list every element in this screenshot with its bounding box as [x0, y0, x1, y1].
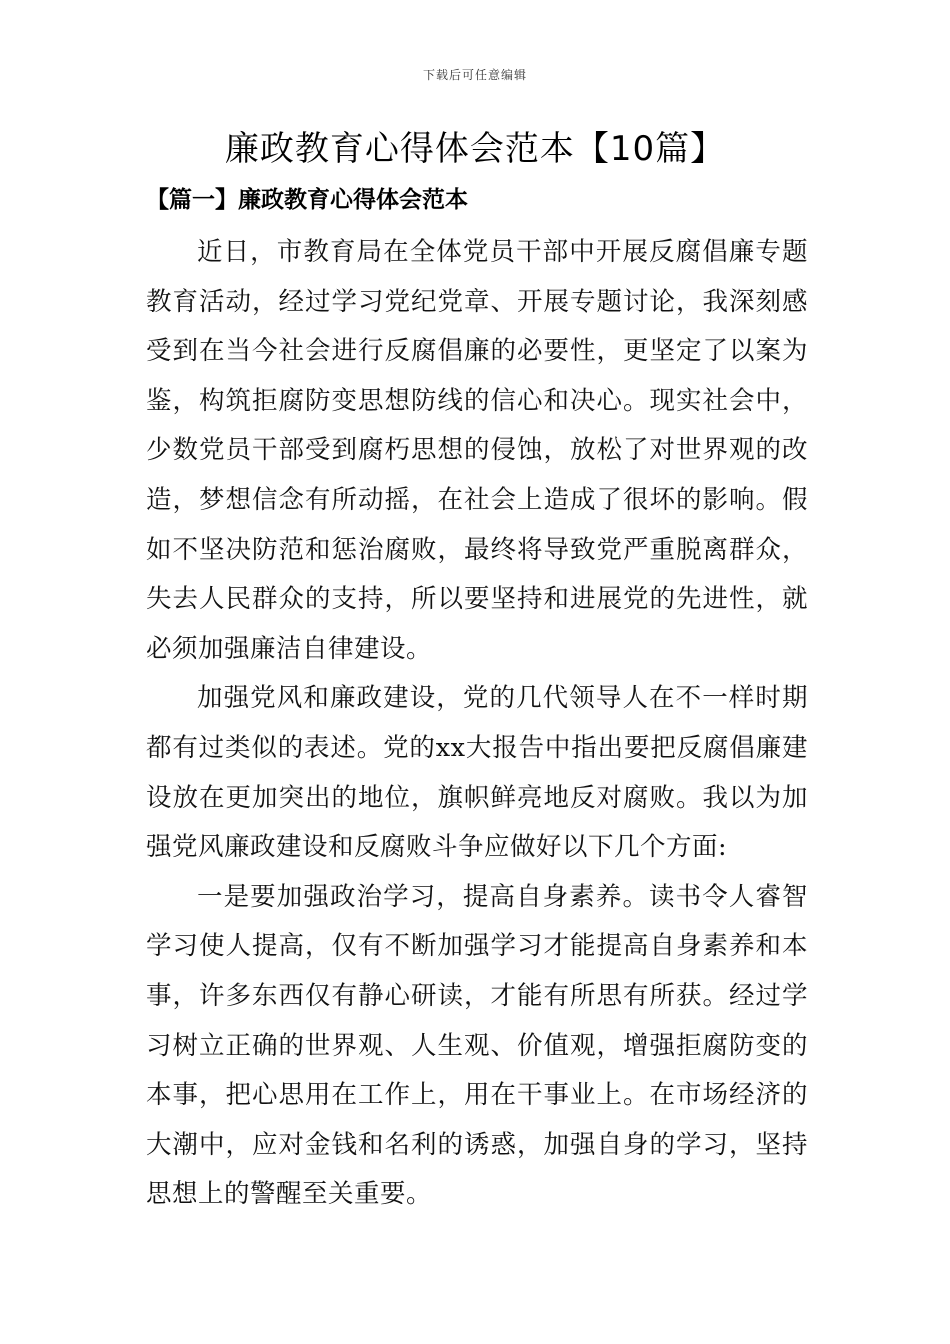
document-body [146, 228, 808, 1220]
paragraph-3: 一是要加强政治学习，提高自身素养。读书令人睿智学习使人提高，仅有不断加强学习才能提高自身素养和本事，许多东西仅有静心研读，才能有所思有所获。经过学习树立正确的世界观、人生观、价值观，增强拒腐防变的本事，把心思用在工作上，用在干事业上。在市场经济的大潮中，应对金钱和名利的诱惑，加强自身的学习，坚持思想上的警醒至关重要。 [146, 881, 808, 1210]
paragraph-2: 加强党风和廉政建设，党的几代领导人在不一样时期都有过类似的表述。党的xx大报告中指出要把反腐倡廉建设放在更加突出的地位，旗帜鲜亮地反对腐败。我以为加强党风廉政建设和反腐败斗争应做好以下几个方面: [146, 683, 808, 863]
header-note: 下载后可任意编辑 [422, 68, 527, 82]
document-title: 廉政教育心得体会范本【10篇】 [224, 129, 726, 169]
section-heading: 【篇一】廉政教育心得体会范本 [146, 187, 468, 213]
paragraph-1: 近日，市教育局在全体党员干部中开展反腐倡廉专题教育活动，经过学习党纪党章、开展专题讨论，我深刻感受到在当今社会进行反腐倡廉的必要性，更坚定了以案为鉴，构筑拒腐防变思想防线的信心和决心。现实社会中，少数党员干部受到腐朽思想的侵蚀，放松了对世界观的改造，梦想信念有所动摇，在社会上造成了很坏的影响。假如不坚决防范和惩治腐败，最终将导致党严重脱离群众，失去人民群众的支持，所以要坚持和进展党的先进性，就必须加强廉洁自律建设。 [146, 237, 808, 664]
